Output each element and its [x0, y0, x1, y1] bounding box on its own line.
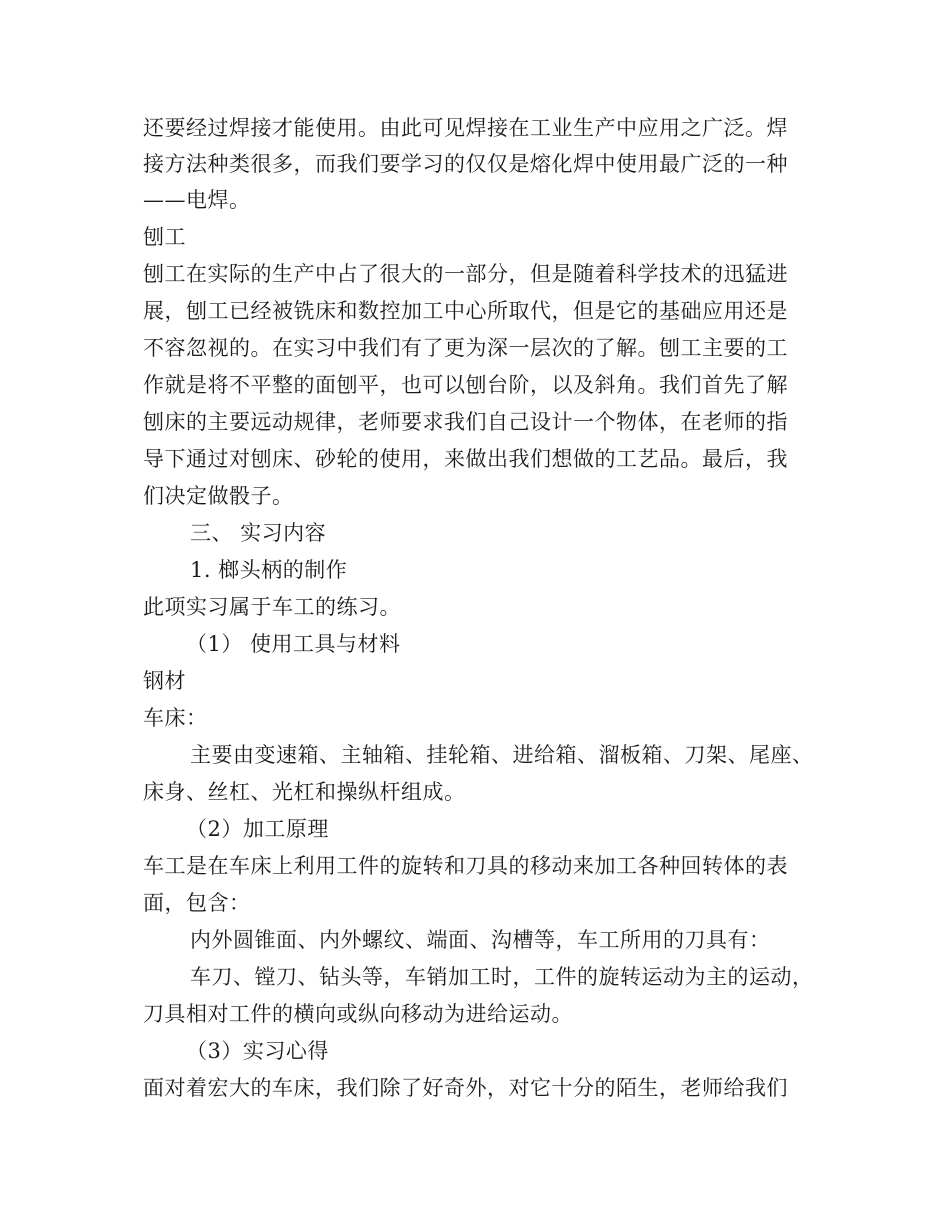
text-line: 车工是在车床上利用工件的旋转和刀具的移动来加工各种回转体的表: [143, 854, 788, 878]
text-line: 此项实习属于车工的练习。: [143, 595, 401, 619]
text-line: 作就是将不平整的面刨平，也可以刨台阶，以及斜角。我们首先了解: [143, 373, 788, 397]
subsection-heading: （3）实习心得: [186, 1039, 329, 1063]
text-line: 还要经过焊接才能使用。由此可见焊接在工业生产中应用之广泛。焊: [143, 116, 788, 140]
section-heading: 三、 实习内容: [190, 521, 327, 545]
text-line: 钢材: [143, 669, 186, 693]
subsection-heading: （2）加工原理: [186, 817, 329, 841]
text-line: 刀具相对工件的横向或纵向移动为进给运动。: [143, 1002, 573, 1026]
text-line: 刨工在实际的生产中占了很大的一部分，但是随着科学技术的迅猛进: [143, 262, 788, 286]
text-line: 接方法种类很多，而我们要学习的仅仅是熔化焊中使用最广泛的一种: [143, 152, 788, 176]
text-line: 床身、丝杠、光杠和操纵杆组成。: [143, 780, 466, 804]
subsection-heading: （1） 使用工具与材料: [186, 632, 401, 656]
text-line: 车刀、镗刀、钻头等，车销加工时，工件的旋转运动为主的运动，: [190, 965, 814, 989]
text-line: 展，刨工已经被铣床和数控加工中心所取代，但是它的基础应用还是: [143, 299, 788, 323]
text-line: 面对着宏大的车床，我们除了好奇外，对它十分的陌生，老师给我们: [143, 1076, 788, 1100]
section-heading: 刨工: [143, 225, 186, 249]
text-line: 们决定做骰子。: [143, 484, 294, 508]
subsection-heading: 1. 榔头柄的制作: [190, 558, 348, 582]
text-line: 主要由变速箱、主轴箱、挂轮箱、进给箱、溜板箱、刀架、尾座、: [190, 743, 814, 767]
text-line: 不容忽视的。在实习中我们有了更为深一层次的了解。刨工主要的工: [143, 336, 788, 360]
text-line: 导下通过对刨床、砂轮的使用，来做出我们想做的工艺品。最后，我: [143, 447, 788, 471]
text-line: 内外圆锥面、内外螺纹、端面、沟槽等，车工所用的刀具有：: [190, 928, 771, 952]
text-line: 面，包含：: [143, 891, 251, 915]
text-line: 车床：: [143, 706, 208, 730]
text-line: ——电焊。: [143, 188, 251, 212]
text-line: 刨床的主要远动规律，老师要求我们自己设计一个物体，在老师的指: [143, 410, 788, 434]
